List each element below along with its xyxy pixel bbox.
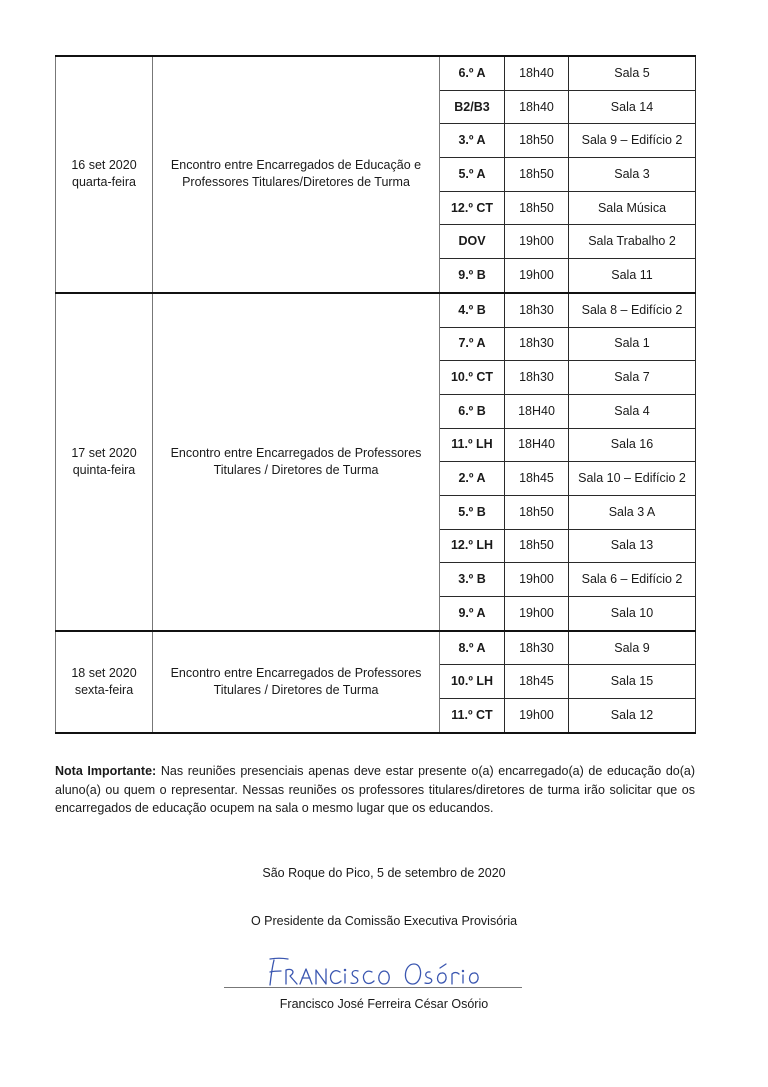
room-cell: Sala 6 – Edifício 2 bbox=[569, 563, 696, 597]
description-line: Professores Titulares/Diretores de Turma bbox=[182, 175, 410, 190]
class-cell: B2/B3 bbox=[440, 90, 505, 124]
room-cell: Sala Trabalho 2 bbox=[569, 225, 696, 259]
note-text: Nas reuniões presenciais apenas deve estar presente o(a) encarregado(a) de educação do(a) aluno(a) ou quem o representar. Nessas reuniões os professores titulares/diretores de turma irão solicitar que os encarregados de educação ocupem na sala o mesmo lugar que os educandos. bbox=[55, 764, 696, 815]
description-line: Encontro entre Encarregados de Educação e bbox=[170, 158, 422, 173]
time-cell: 18h50 bbox=[505, 495, 569, 529]
time-cell: 18H40 bbox=[505, 428, 569, 462]
schedule-group-17-set bbox=[56, 293, 696, 631]
date-cell bbox=[56, 56, 153, 293]
time-cell: 18h45 bbox=[505, 462, 569, 496]
description-cell bbox=[153, 293, 440, 631]
note-label: Nota Importante: bbox=[55, 764, 157, 778]
handwritten-signature-icon bbox=[224, 950, 524, 990]
room-cell: Sala 1 bbox=[569, 327, 696, 361]
class-cell: 6.º B bbox=[440, 394, 505, 428]
time-cell: 18h40 bbox=[505, 56, 569, 90]
class-cell: 10.º LH bbox=[440, 665, 505, 699]
room-cell: Sala 13 bbox=[569, 529, 696, 563]
meeting-schedule-table bbox=[55, 55, 696, 734]
table-row bbox=[56, 293, 696, 327]
room-cell: Sala 7 bbox=[569, 361, 696, 395]
time-cell: 18h45 bbox=[505, 665, 569, 699]
table-row bbox=[56, 56, 696, 90]
room-cell: Sala 14 bbox=[569, 90, 696, 124]
class-cell: 12.º CT bbox=[440, 191, 505, 225]
class-cell: 8.º A bbox=[440, 631, 505, 665]
time-cell: 18h30 bbox=[505, 631, 569, 665]
description-cell bbox=[153, 631, 440, 733]
class-cell: 12.º LH bbox=[440, 529, 505, 563]
time-cell: 19h00 bbox=[505, 597, 569, 631]
time-cell: 19h00 bbox=[505, 225, 569, 259]
class-cell: 11.º CT bbox=[440, 699, 505, 733]
signer-name: Francisco José Ferreira César Osório bbox=[279, 997, 489, 1011]
class-cell: 10.º CT bbox=[440, 361, 505, 395]
weekday: sexta-feira bbox=[74, 682, 134, 697]
signer-role: O Presidente da Comissão Executiva Provisória bbox=[250, 914, 518, 928]
description-line: Encontro entre Encarregados de Professores bbox=[170, 665, 422, 680]
time-cell: 18h50 bbox=[505, 158, 569, 192]
signature-line bbox=[224, 987, 522, 988]
place-and-date: São Roque do Pico, 5 de setembro de 2020 bbox=[262, 866, 506, 880]
class-cell: 5.º B bbox=[440, 495, 505, 529]
room-cell: Sala 4 bbox=[569, 394, 696, 428]
room-cell: Sala 9 bbox=[569, 631, 696, 665]
room-cell: Sala 12 bbox=[569, 699, 696, 733]
description-cell bbox=[153, 56, 440, 293]
room-cell: Sala 10 – Edifício 2 bbox=[569, 462, 696, 496]
time-cell: 18h50 bbox=[505, 124, 569, 158]
room-cell: Sala 8 – Edifício 2 bbox=[569, 293, 696, 327]
room-cell: Sala 11 bbox=[569, 259, 696, 293]
time-cell: 19h00 bbox=[505, 699, 569, 733]
time-cell: 18h50 bbox=[505, 529, 569, 563]
time-cell: 18h30 bbox=[505, 327, 569, 361]
class-cell: 11.º LH bbox=[440, 428, 505, 462]
room-cell: Sala 16 bbox=[569, 428, 696, 462]
description-line: Titulares / Diretores de Turma bbox=[213, 682, 379, 697]
date-cell bbox=[56, 293, 153, 631]
class-cell: 3.º A bbox=[440, 124, 505, 158]
room-cell: Sala 5 bbox=[569, 56, 696, 90]
class-cell: 6.º A bbox=[440, 56, 505, 90]
class-cell: 5.º A bbox=[440, 158, 505, 192]
important-note bbox=[55, 762, 695, 818]
room-cell: Sala 15 bbox=[569, 665, 696, 699]
description-line: Titulares / Diretores de Turma bbox=[213, 462, 379, 477]
class-cell: 7.º A bbox=[440, 327, 505, 361]
date: 17 set 2020 bbox=[71, 445, 137, 460]
date: 16 set 2020 bbox=[71, 158, 137, 173]
time-cell: 18h40 bbox=[505, 90, 569, 124]
class-cell: 2.º A bbox=[440, 462, 505, 496]
description-line: Encontro entre Encarregados de Professores bbox=[170, 445, 422, 460]
schedule-group-18-set bbox=[56, 631, 696, 733]
room-cell: Sala 3 A bbox=[569, 495, 696, 529]
class-cell: 9.º B bbox=[440, 259, 505, 293]
time-cell: 19h00 bbox=[505, 563, 569, 597]
room-cell: Sala 3 bbox=[569, 158, 696, 192]
schedule-group-16-set bbox=[56, 56, 696, 293]
time-cell: 18h30 bbox=[505, 293, 569, 327]
room-cell: Sala 9 – Edifício 2 bbox=[569, 124, 696, 158]
time-cell: 18H40 bbox=[505, 394, 569, 428]
time-cell: 18h50 bbox=[505, 191, 569, 225]
weekday: quinta-feira bbox=[72, 462, 136, 477]
class-cell: 4.º B bbox=[440, 293, 505, 327]
weekday: quarta-feira bbox=[72, 175, 136, 190]
room-cell: Sala Música bbox=[569, 191, 696, 225]
class-cell: 9.º A bbox=[440, 597, 505, 631]
time-cell: 18h30 bbox=[505, 361, 569, 395]
room-cell: Sala 10 bbox=[569, 597, 696, 631]
table-row bbox=[56, 631, 696, 665]
class-cell: DOV bbox=[440, 225, 505, 259]
time-cell: 19h00 bbox=[505, 259, 569, 293]
date: 18 set 2020 bbox=[71, 665, 137, 680]
class-cell: 3.º B bbox=[440, 563, 505, 597]
date-cell bbox=[56, 631, 153, 733]
